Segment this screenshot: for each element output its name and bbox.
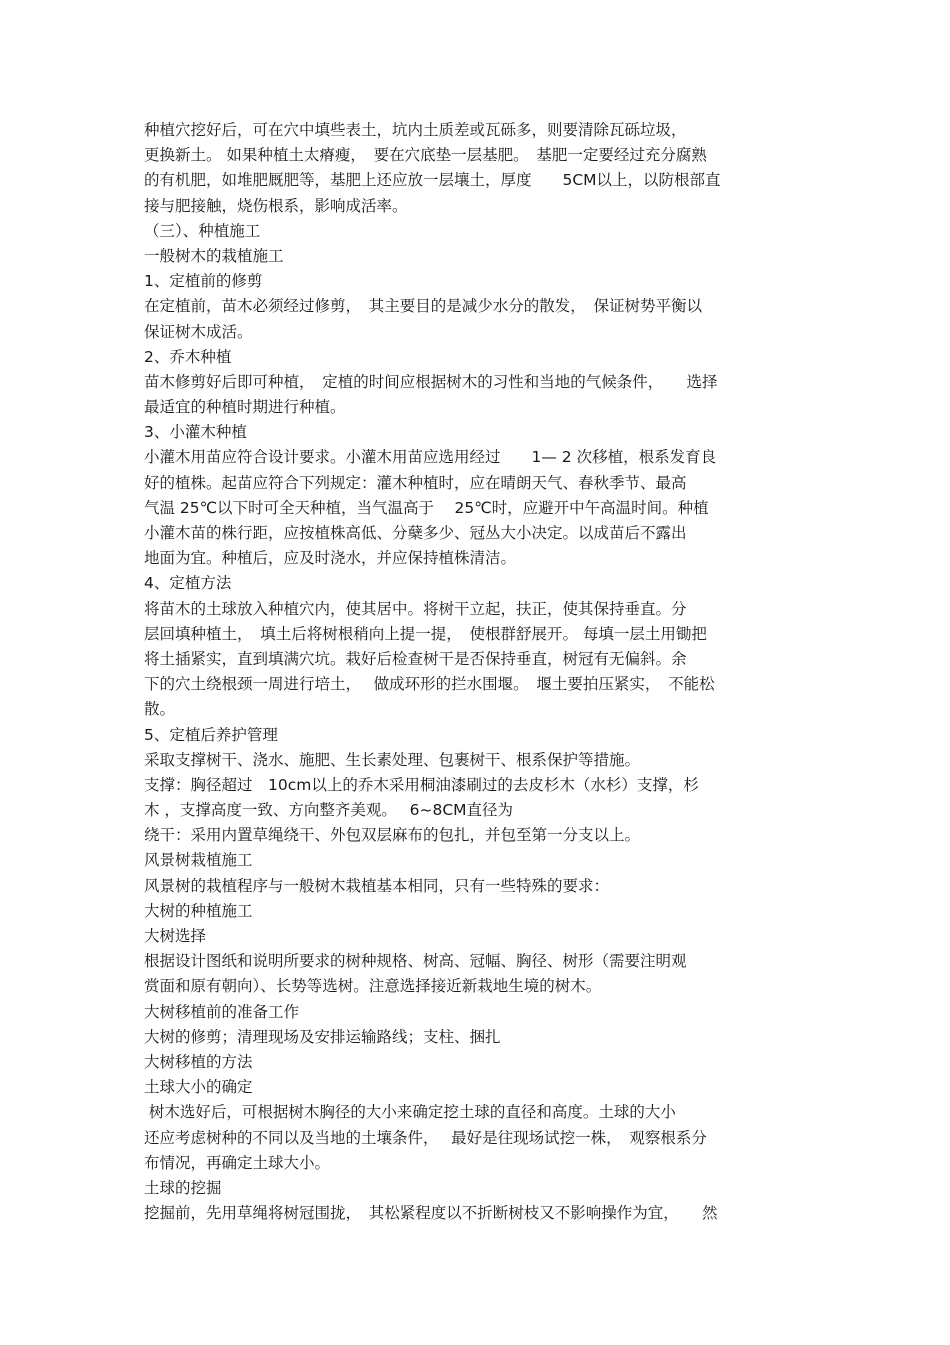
text-line: 4、定植方法 [144, 574, 232, 593]
text-line: 土球大小的确定 [144, 1078, 253, 1097]
text-line: 大树移植前的准备工作 [144, 1002, 300, 1021]
text-line: 风景树栽植施工 [144, 851, 253, 870]
document-body [144, 118, 810, 1226]
text-line: （三）、种植施工 [144, 221, 261, 240]
text-line: 绕干：采用内置草绳绕干、外包双层麻布的包扎，并包至第一分支以上。 [144, 826, 641, 845]
text-line: 种植穴挖好后，可在穴中填些表土，坑内土质差或瓦砾多，则要清除瓦砾垃圾， [144, 121, 687, 139]
text-line: 散。 [144, 700, 176, 719]
text-line: 最适宜的种植时期进行种植。 [144, 398, 346, 417]
text-line: 好的植株。起苗应符合下列规定：灌木种植时，应在晴朗天气、春秋季节、最高 [144, 473, 687, 492]
text-line: 3、小灌木种植 [144, 423, 247, 442]
text-line: 苗木修剪好后即可种植， 定植的时间应根据树木的习性和当地的气候条件， 选择 [144, 372, 718, 391]
text-line: 2、乔木种植 [144, 347, 232, 366]
text-line: 一般树木的栽植施工 [144, 246, 284, 265]
text-line: 5、定植后养护管理 [144, 725, 278, 744]
text-line: 根据设计图纸和说明所要求的树种规格、树高、冠幅、胸径、树形（需要注明观 [144, 952, 687, 971]
text-line: 1、定植前的修剪 [144, 272, 263, 291]
text-line: 将苗木的土球放入种植穴内，使其居中。将树干立起，扶正，使其保持垂直。分 [144, 599, 687, 618]
text-line: 小灌木苗的株行距，应按植株高低、分蘖多少、冠丛大小决定。以成苗后不露出 [144, 524, 687, 542]
text-line: 大树移植的方法 [144, 1052, 253, 1071]
text-line: 在定植前，苗木必须经过修剪， 其主要目的是减少水分的散发， 保证树势平衡以 [144, 297, 703, 316]
text-line: 下的穴土绕根颈一周进行培土， 做成环形的拦水围堰。 堰土要拍压紧实， 不能松 [144, 675, 715, 694]
text-line: 布情况，再确定土球大小。 [144, 1153, 331, 1172]
text-line: 小灌木用苗应符合设计要求。小灌木用苗应选用经过 1— 2 次移植，根系发育良 [144, 448, 717, 467]
text-line: 更换新土。 如果种植土太瘠瘦， 要在穴底垫一层基肥。 基肥一定要经过充分腐熟 [144, 146, 707, 165]
text-line: 赏面和原有朝向）、长势等选树。注意选择接近新栽地生境的树木。 [144, 977, 602, 996]
text-line: 接与肥接触，烧伤根系，影响成活率。 [144, 196, 408, 215]
text-line: 大树的修剪；清理现场及安排运输路线；支柱、捆扎 [144, 1027, 501, 1046]
text-line: 将土插紧实，直到填满穴坑。栽好后检查树干是否保持垂直，树冠有无偏斜。余 [144, 649, 687, 668]
text-line: 的有机肥，如堆肥厩肥等，基肥上还应放一层壤土，厚度 5CM以上，以防根部直 [144, 171, 721, 190]
text-line: 层回填种植土， 填土后将树根稍向上提一提， 使根群舒展开。 每填一层土用锄把 [144, 624, 707, 643]
text-line: 保证树木成活。 [144, 322, 253, 341]
text-line: 地面为宜。种植后，应及时浇水，并应保持植株清洁。 [144, 549, 517, 568]
text-line: 气温 25℃以下时可全天种植，当气温高于 25℃时，应避开中午高温时间。种植 [144, 498, 709, 517]
text-line: 采取支撑树干、浇水、施肥、生长素处理、包裹树干、根系保护等措施。 [144, 750, 641, 769]
text-line: 风景树的栽植程序与一般树木栽植基本相同，只有一些特殊的要求： [144, 876, 610, 895]
text-line: 树木选好后，可根据树木胸径的大小来确定挖土球的直径和高度。土球的大小 [144, 1103, 676, 1122]
text-line: 木 ，支撑高度一致、方向整齐美观。 6~8CM直径为 [144, 801, 514, 820]
text-line: 支撑：胸径超过 10cm以上的乔木采用桐油漆刷过的去皮杉木（水杉）支撑，杉 [144, 775, 699, 794]
text-line: 大树的种植施工 [144, 901, 253, 920]
text-line: 还应考虑树种的不同以及当地的土壤条件， 最好是往现场试挖一株， 观察根系分 [144, 1128, 707, 1147]
text-line: 土球的挖掘 [144, 1178, 222, 1197]
text-line: 挖掘前，先用草绳将树冠围拢， 其松紧程度以不折断树枝又不影响操作为宜， 然 [144, 1204, 718, 1223]
text-line: 大树选择 [144, 927, 207, 945]
